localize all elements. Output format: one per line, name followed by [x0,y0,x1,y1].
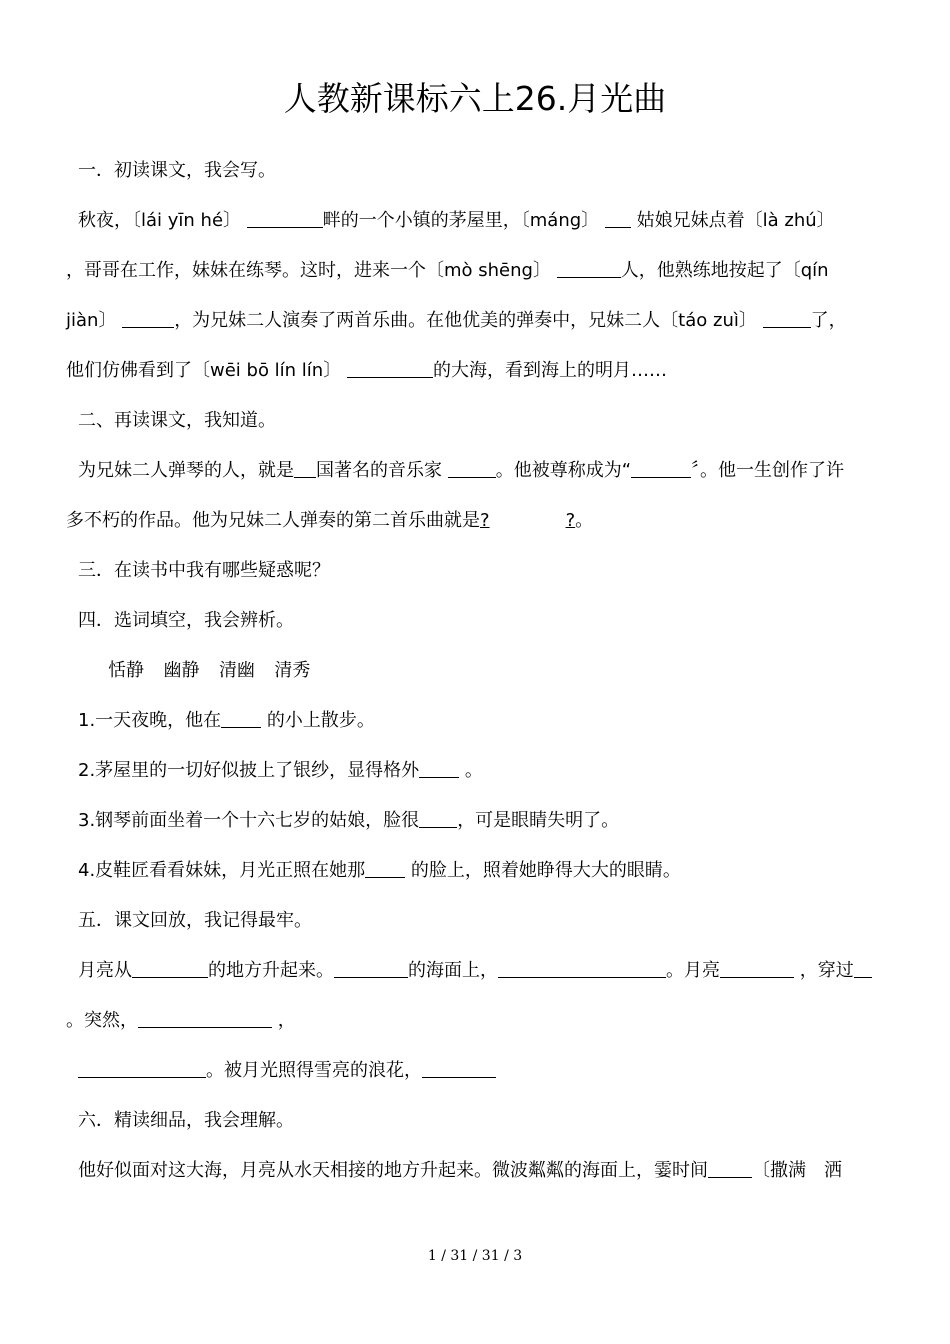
text-segment: ，为兄妹二人演奏了两首乐曲。在他优美的弹奏中，兄妹二人〔táo zuì〕 [174,310,757,331]
fill-blank[interactable] [132,959,208,978]
fill-blank[interactable] [334,959,408,978]
text-segment: 。 [464,760,483,781]
fill-blank[interactable] [708,1159,752,1178]
text-segment: 姑娘兄妹点着〔là zhú〕 [636,210,835,231]
fill-blank[interactable] [419,809,457,828]
word-options [108,657,310,685]
text-segment: ，哥哥在工作，妹妹在练琴。这时，进来一个〔mò shēng〕 [66,260,551,281]
section1-line-2 [66,257,829,285]
text-segment: 的脸上，照着她睁得大大的眼睛。 [410,860,681,881]
fill-blank[interactable] [422,1059,496,1078]
fill-blank[interactable] [247,209,323,228]
text-segment: 月亮从 [78,960,132,981]
text-segment: 了， [810,310,847,331]
fill-blank[interactable] [763,309,811,328]
fill-blank[interactable] [78,1059,206,1078]
section5-line-1 [78,957,872,985]
text-segment: 2.茅屋里的一切好似披上了银纱，显得格外 [78,760,420,781]
text-segment: 的小上散步。 [266,710,375,731]
question-4 [78,857,681,885]
text-segment: 。被月光照得雪亮的浪花， [206,1060,422,1081]
fill-blank[interactable] [365,859,405,878]
question-2 [78,757,483,785]
text-segment: 4.皮鞋匠看看妹妹，月光正照在她那 [78,860,366,881]
section2-line-1 [78,457,844,485]
text-segment: 的大海，看到海上的明月…… [432,360,667,381]
section6-line-1 [78,1157,842,1185]
text-segment: 1.一天夜晚，他在 [78,710,222,731]
fill-blank[interactable] [347,359,433,378]
section-heading-4: 四．选词填空，我会辨析。 [78,610,294,631]
fill-blank[interactable] [419,759,459,778]
section-heading-1: 一．初读课文，我会写。 [78,160,276,181]
question-mark: ? [480,510,490,531]
text-segment: 国著名的音乐家 [316,460,442,481]
text-segment: ，穿过 [799,960,854,981]
text-segment: 他们仿佛看到了〔wēi bō lín lín〕 [66,360,342,381]
text-segment: 3.钢琴前面坐着一个十六七岁的姑娘，脸很 [78,810,420,831]
word-option: 恬静 [108,660,144,681]
text-segment: 。他被尊称成为“ [495,460,632,481]
section1-line-3 [66,307,847,335]
word-option: 清秀 [274,660,311,681]
fill-blank[interactable] [138,1009,272,1028]
text-segment: ，可是眼睛失明了。 [457,810,620,831]
question-3 [78,807,619,835]
text-segment: jiàn〕 [66,310,117,331]
page-number-footer: 1 / 31 / 31 / 3 [427,1248,523,1264]
text-segment: 。月亮 [666,960,720,981]
text-segment: 为兄妹二人弹琴的人，就是 [78,460,294,481]
section5-line-2 [66,1007,296,1035]
text-segment: 。 [575,510,594,531]
text-segment: 多不朽的作品。他为兄妹二人弹奏的第二首乐曲就是 [66,510,480,531]
text-segment: 畔的一个小镇的茅屋里，〔máng〕 [322,210,600,231]
word-option: 清幽 [218,660,255,681]
question-1 [78,707,375,735]
text-segment: 的海面上， [408,960,498,981]
question-mark: ? [565,510,576,531]
text-segment: 。突然， [66,1010,138,1031]
text-segment: ， [277,1010,296,1031]
section-heading-5: 五．课文回放，我记得最牢。 [78,910,312,931]
fill-blank[interactable] [448,459,496,478]
section-heading-2: 二、再读课文，我知道。 [78,410,276,431]
fill-blank[interactable] [720,959,794,978]
section1-line-1 [78,207,835,235]
underlined-blank[interactable] [480,510,575,531]
section-heading-6: 六．精读细品，我会理解。 [78,1110,294,1131]
fill-blank[interactable] [122,309,174,328]
fill-blank[interactable] [631,459,691,478]
section5-line-3 [78,1057,496,1085]
text-segment: 他好似面对这大海，月亮从水天相接的地方升起来。微波粼粼的海面上，霎时间 [78,1160,708,1181]
text-segment: 〞。他一生创作了许 [691,460,845,481]
fill-blank[interactable] [557,259,621,278]
text-segment: 秋夜，〔lái yīn hé〕 [78,210,242,231]
page-title: 人教新课标六上26.月光曲 [283,79,667,118]
section2-line-2 [66,507,593,535]
text-segment: 〔撒满 洒 [752,1160,842,1181]
word-option: 幽静 [163,660,200,681]
fill-blank[interactable] [294,459,316,478]
text-segment: 人，他熟练地按起了〔qín [620,260,829,281]
fill-blank[interactable] [221,709,261,728]
fill-blank[interactable] [498,959,666,978]
fill-blank[interactable] [854,959,872,978]
text-segment: 的地方升起来。 [208,960,334,981]
fill-blank[interactable] [605,209,631,228]
section1-line-4 [66,357,667,385]
section-heading-3: 三．在读书中我有哪些疑惑呢？ [78,560,330,581]
